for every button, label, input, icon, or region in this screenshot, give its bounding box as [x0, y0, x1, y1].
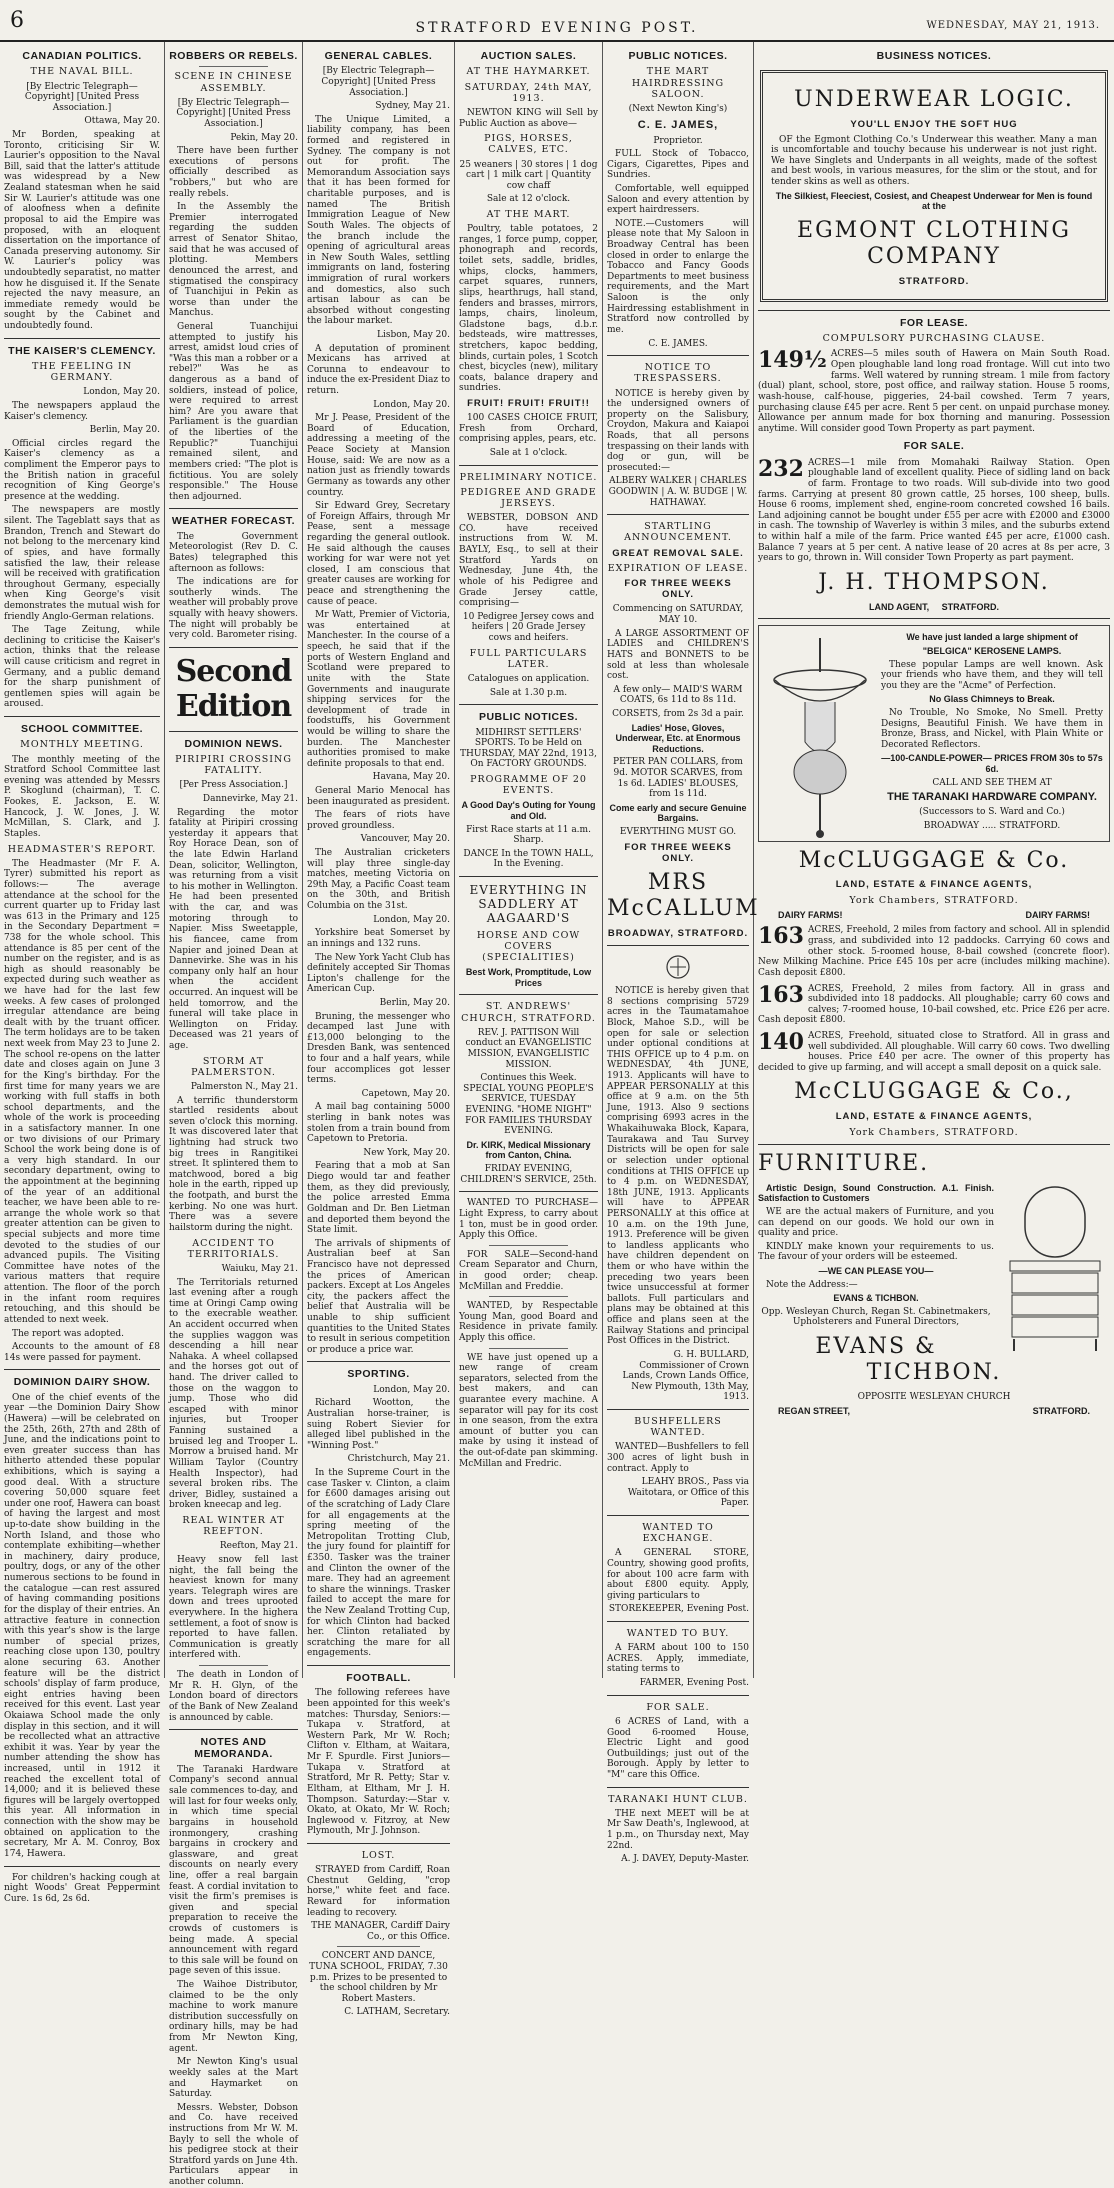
- advert-text: FRIDAY EVENING, CHILDREN'S SERVICE, 25th.: [460, 1164, 597, 1185]
- advert-text: FULL Stock of Tobacco, Cigars, Cigarettes, Pipes and Sundries.: [607, 149, 749, 181]
- subheadline: HEADMASTER'S REPORT.: [7, 843, 157, 855]
- advert-text: —WE CAN PLEASE YOU—: [818, 1265, 934, 1276]
- advert-signature: STOREKEEPER, Evening Post.: [608, 1604, 749, 1615]
- divider: [199, 66, 268, 67]
- advert-text: (Next Newton King's): [628, 103, 728, 114]
- page-number: 6: [10, 8, 24, 33]
- subheadline: PIGS, HORSES, CALVES, ETC.: [484, 133, 573, 156]
- mccallum-name: MRS McCALLUM: [607, 870, 760, 922]
- advert-text: MIDHIRST SETTLERS' SPORTS. To be Held on THURSDAY, MAY 22nd, 1913, On FACTORY GROUNDS.: [460, 727, 597, 770]
- advert-signature: G. H. BULLARD, Commissioner of Crown Lands, Crown Lands Office, New Plymouth, 13th May, 1913.: [622, 1349, 749, 1403]
- column-3: [303, 42, 455, 2018]
- subheadline: STRATFORD.: [898, 275, 970, 287]
- subheadline: LAND, ESTATE & FINANCE AGENTS,: [835, 1111, 1033, 1123]
- subheadline: YOU'LL ENJOY THE SOFT HUG: [850, 119, 1018, 131]
- lost-heading: LOST.: [361, 1849, 396, 1861]
- advert-text: REV. J. PATTISON Will conduct an EVANGELISTIC MISSION, EVANGELISTIC MISSION.: [465, 1027, 592, 1070]
- article-text: There have been further executions of persons officially described as "robbers," but who are really rebels.: [169, 146, 298, 199]
- listing-text: ACRES—1 mile from Momahaki Railway Station. Open ploughable land of excellent quality. Piece of sidling land on back of farm. Frontage to two roads. Will sub-divide into two good farms. Carrying at present 80 grown cattle, 25 horses, 100 sheep, bulls. House 6 rooms, implement shed, engine-room concreted cowshed 16 bails. Land adjoining cannot be bought under £55 per acre with £2000 and £3000 in cash. The township of Waverley is within 3 miles, and the suburbs extend to within half a mile of the farm. Price wanted £45 per acre, £1000 cash. Balance 7 years at 5 per cent. A native lease of 20 acres at 8s per acre, 3 years to go, thrown in. Will consider Town Property as part payment.: [758, 457, 1110, 564]
- divider: [758, 618, 1110, 619]
- divider: [459, 465, 598, 466]
- credit: [Per Press Association.]: [179, 780, 288, 791]
- headline: AUCTION SALES.: [480, 50, 577, 62]
- article-text: The newspapers applaud the Kaiser's clemency.: [4, 400, 160, 422]
- advert-text: A Good Day's Outing for Young and Old.: [461, 800, 596, 822]
- classified-ad: WANTED TO PURCHASE—Light Express, to carry about 1 ton, must be in good order. Apply this Office.: [459, 1198, 598, 1241]
- furniture-advert: [758, 1183, 1110, 1328]
- subheadline: York Chambers, STRATFORD.: [849, 894, 1019, 906]
- article-text: Mr Watt, Premier of Victoria, was entertained at Manchester. In the course of a speech, he said that if the ports of Western England and Scotland were prepared to unite with the State Governments and inaugurate shipping services for the development of trade in foodstuffs, his Government would be willing to share the burden. The Manchester authorities promised to make definite proposals to that end.: [307, 610, 450, 769]
- divider: [169, 731, 298, 732]
- divider: [459, 994, 598, 995]
- headline: CANADIAN POLITICS.: [22, 50, 142, 62]
- credit: [By Electric Telegraph—Copyright] [United Press Association.]: [176, 97, 291, 129]
- divider: [4, 716, 160, 717]
- advert-text: Best Work, Promptitude, Low Prices: [465, 967, 592, 988]
- divider: [489, 1245, 568, 1246]
- headline: WEATHER FORECAST.: [171, 515, 296, 528]
- advert-text: (Successors to S. Ward and Co.): [919, 807, 1065, 818]
- subheadline: LAND, ESTATE & FINANCE AGENTS,: [835, 879, 1033, 891]
- credit: [By Electric Telegraph—Copyright] [United Press Association.]: [321, 66, 436, 98]
- dateline: London, May 20.: [373, 1384, 450, 1395]
- thompson-name: J. H. THOMPSON.: [818, 569, 1050, 595]
- advert-title: UNDERWEAR LOGIC.: [794, 87, 1074, 113]
- divider: [489, 1348, 568, 1349]
- subheadline: ACCIDENT TO TERRITORIALS.: [187, 1237, 280, 1260]
- headline: NOTES AND MEMORANDA.: [194, 1736, 273, 1761]
- classified-ad: FOR SALE—Second-hand Cream Separator and Churn, in good order; cheap. McMillan and Freddie.: [459, 1249, 598, 1292]
- advert-text: DANCE In the TOWN HALL, In the Evening.: [463, 848, 594, 870]
- dateline: Pekin, May 20.: [230, 132, 298, 143]
- mccluggage-name: McCLUGGAGE & Co.,: [794, 1079, 1074, 1105]
- article-text: Bruning, the messenger who decamped last June with £13,000 belonging to the Dresden Bank, was sentenced to four and a half years, while four accomplices got lesser terms.: [307, 1011, 450, 1086]
- proprietor-name: C. E. JAMES,: [637, 118, 719, 131]
- sale-time: Sale at 12 o'clock.: [486, 194, 571, 205]
- article-text: The report was adopted.: [12, 1328, 124, 1339]
- divider: [307, 1361, 450, 1362]
- masthead: [0, 0, 1114, 42]
- lamp-advert: [758, 625, 1110, 841]
- subheadline: STORM AT PALMERSTON.: [191, 1055, 276, 1078]
- divider: [607, 1695, 749, 1696]
- subheadline: REAL WINTER AT REEFTON.: [182, 1514, 285, 1538]
- divider: [4, 1866, 160, 1867]
- advert-text: CORSETS, from 2s 3d a pair.: [612, 708, 744, 719]
- divider: [607, 355, 749, 356]
- article-text: Mr J. Pease, President of the Board of Education, addressing a meeting of the Peace Society at Mansion House, said: We are now as a nation just as friendly towards Germany as towards any other country.: [307, 413, 450, 498]
- advert-text: NOTICE is hereby given by the undersigned owners of property on the Salisbury, Croydon, Makura and Kaiapoi Roads, that all persons trespassing on their lands with dog or gun, will be prosecuted:—: [607, 388, 749, 473]
- article-text: Mr Borden, speaking at Toronto, criticising Sir W. Laurier's opposition to the Naval Bill, said that the latter's attitude was widespread by a New Zealand statesman when he said Sir W. Laurier's attitude was one of aloofness when a definite proposal to aid the Empire was proposed, with an eloquent dissertation on the importance of Canada preserving autonomy. Sir W. Laurier's policy was undoubtedly separatist, no matter how he disguised it. If the Senate rejected the navy measure, an immediate remedy would be sought by the Cabinet and undoubtedly found.: [4, 130, 160, 331]
- sale-time: Sale at 1 o'clock.: [489, 448, 568, 459]
- divider: [4, 1369, 160, 1370]
- dairy-farms-label: DAIRY FARMS!: [778, 909, 843, 920]
- column-6: [754, 42, 1114, 1678]
- dateline: Capetown, May 20.: [361, 1088, 450, 1099]
- subheadline: EXPIRATION OF LEASE.: [607, 562, 749, 574]
- advert-text: A LARGE ASSORTMENT OF LADIES and CHILDREN'S HATS and BONNETS to be sold at less than wholesale cost.: [607, 628, 749, 682]
- classified-ad: WE have just opened up a new range of cream separators, selected from the best makers, and can guarantee every machine. A separator will pay for its cost in one season, from the extra amount of butter you can make by using it instead of the out-of-date pan skimming. McMillan and Fredric.: [459, 1352, 598, 1469]
- advert-text: WE are the actual makers of Furniture, and you can depend on our goods. We hold our own in quality and price.: [758, 1206, 994, 1239]
- divider: [307, 1843, 450, 1844]
- dateline: London, May 20.: [373, 914, 450, 925]
- article-text: The indications are for southerly winds. The weather will probably prove squally with heavy showers. The night will probably be very cold. Barometer rising.: [169, 577, 298, 641]
- evans-tichbon-name: EVANS & TICHBON.: [815, 1334, 1002, 1385]
- subheadline: STARTLING ANNOUNCEMENT.: [624, 521, 732, 544]
- sale-date: SATURDAY, 24th MAY, 1913.: [464, 81, 593, 104]
- subheadline: MONTHLY MEETING.: [20, 739, 144, 751]
- advert-text: EVERYTHING MUST GO.: [619, 827, 737, 838]
- advert-text: CONCERT AND DANCE, TUNA SCHOOL, FRIDAY, 7.30 p.m. Prizes to be presented to the school children by Mr Robert Masters.: [309, 1951, 448, 2004]
- advert-text: CALL AND SEE THEM AT: [932, 777, 1052, 788]
- land-listing: [758, 981, 1110, 1026]
- egmont-name: EGMONT CLOTHING COMPANY: [797, 217, 1071, 269]
- town-label: STRATFORD.: [1032, 1405, 1090, 1416]
- advert-text: A GENERAL STORE, Country, showing good profits, for about 100 acre farm with about £800 equity. Apply, giving particulars to: [607, 1548, 749, 1601]
- advert-signature: C. LATHAM, Secretary.: [344, 2007, 450, 2018]
- advert-text: THE TARANAKI HARDWARE COMPANY.: [887, 791, 1097, 804]
- dateline: London, May 20.: [83, 387, 160, 398]
- advert-list: 25 weaners | 30 stores | 1 dog cart | 1 milk cart | Quantity cow chaff: [459, 159, 598, 191]
- divider: [758, 310, 1110, 311]
- advert-text: NEWTON KING will Sell by Public Auction as above—: [459, 107, 598, 129]
- dateline: London, May 20.: [373, 399, 450, 410]
- column-5: [603, 42, 760, 1865]
- advert-text: THE next MEET will be at Mr Saw Death's, Inglewood, at 1 p.m., on Thursday next, May 22nd.: [607, 1808, 749, 1851]
- article-text: Heavy snow fell last night, the fall being the heaviest known for many years. Telegraph wires are down and trees uprooted everywhere. In the highera settlement, a foot of snow is reported to have fallen. Communication is greatly interfered with.: [169, 1554, 298, 1661]
- advert-list: ALBERY WALKER | CHARLES GOODWIN | A. W. BUDGE | W. HATHAWAY.: [608, 476, 748, 508]
- article-text: The Australian cricketers will play three single-day matches, meeting Victoria on 29th May, a Pacific Coast team on the 30th, and British Columbia on the 31st.: [307, 848, 450, 912]
- headline: BUSINESS NOTICES.: [876, 50, 992, 62]
- headline: GENERAL CABLES.: [324, 50, 433, 62]
- subheadline: AT THE MART.: [486, 209, 571, 221]
- dateline: Christchurch, May 21.: [347, 1454, 450, 1465]
- dateline: Vancouver, May 20.: [360, 834, 450, 845]
- advert-text: No Glass Chimneys to Break.: [929, 694, 1055, 705]
- article-text: Messrs. Webster, Dobson and Co. have received instructions from Mr W. M. Bayly to sell the whole of his pedigree stock at their Stratford yards on June 4th. Particulars appear in another column.: [169, 2102, 298, 2188]
- divider: [607, 945, 749, 946]
- subheadline: PROGRAMME OF 20 EVENTS.: [470, 774, 587, 797]
- advert-text: EVANS & TICHBON.: [833, 1293, 919, 1304]
- article-text: A terrific thunderstorm startled residents about seven o'clock this morning. It was discovered later that lightning had struck two big trees in Rangitikei street. It splintered them to matchwood, bored a big hole in the earth, ripped up the footpath, and burst the kerbing. No one was hurt. There was a severe hailstorm during the night.: [169, 1095, 298, 1233]
- newspaper-title: STRATFORD EVENING POST.: [415, 20, 699, 36]
- divider: [169, 1729, 298, 1730]
- headline: FOR SALE.: [903, 440, 965, 453]
- agent-title: LAND AGENT,: [868, 601, 930, 612]
- advert-text: NOTICE is hereby given that 8 sections comprising 5729 acres in the Taumatamahoe Block, Mahoe S.D., will be open for sale or selection under optional conditions at THIS OFFICE up to 4 p.m. on WEDNESDAY, 4th JUNE, 1913. Applicants will have to APPEAR PERSONALLY at this office at 9 a.m. on the 5th June, 1913. Also 9 sections comprising 6993 acres in the Whakaihuwaka Block, Kapara, Taurakawa and Tau Survey Districts will be open for sale or selection under optional conditions at THIS OFFICE up to 4 p.m. on WEDNESDAY, 18th JUNE, 1913. Applicants will have to APPEAR PERSONALLY at this office at 10 a.m. on the 19th June, 1913. Preference will be given to landless applicants who have children dependent on them or who have within the preceding two years been twice unsuccessful at former ballots. Full particulars and plans may be obtained at this office and plans seen at the Railway Stations and principal Post Offices in the District.: [607, 986, 749, 1347]
- headline: PUBLIC NOTICES.: [628, 50, 728, 62]
- subheadline: THE FEELING IN GERMANY.: [31, 360, 133, 384]
- divider: [758, 1144, 1110, 1145]
- divider: [607, 1787, 749, 1788]
- advert-signature: A. J. DAVEY, Deputy-Master.: [621, 1854, 749, 1865]
- subheadline: COMPULSORY PURCHASING CLAUSE.: [822, 333, 1046, 345]
- advert-text: Catalogues on application.: [467, 673, 590, 684]
- subheadline: WANTED TO BUY.: [626, 1628, 730, 1640]
- headline: FOOTBALL.: [346, 1672, 411, 1685]
- headline: FOR LEASE.: [899, 316, 968, 329]
- article-text: Mr Newton King's usual weekly sales at the Mart and Haymarket on Saturday.: [169, 2057, 298, 2100]
- dateline: Sydney, May 21.: [375, 101, 450, 112]
- article-text: Accounts to the amount of £8 14s were passed for payment.: [4, 1342, 160, 1363]
- headline: SPORTING.: [347, 1368, 410, 1381]
- advert-list: 10 Pedigree Jersey cows and heifers | 20 Grade Jersey cows and heifers.: [462, 611, 595, 643]
- article-text: The Taranaki Hardware Company's second annual sale commences to-day, and will last for four weeks only, in which time special bargains in household ironmongery, crashing bargains in crockery and glassware, and great discounts on nearly every line, offer a real bargain feast. A cordial invitation to visit the firm's premises is given and special preparation to receive the crowds of customers is being made. A special announcement with regard to this sale will be found on page seven of this issue.: [169, 1764, 298, 1977]
- subheadline: PEDIGREE AND GRADE JERSEYS.: [460, 486, 597, 510]
- dateline: New York, May 20.: [363, 1147, 450, 1158]
- listing-text: ACRES—5 miles south of Hawera on Main South Road. Open ploughable land long road frontage. Will cut into two farms. Well watered by running stream. 1 mile from factory (dual) plant, school, store, post office, and railway station. House 5 rooms, wash-house, calf-house, piggeries, 24-bail cowshed. Term 7 years, purchasing clause £45 per acre. Rent 5 per cent. on unpaid purchase money. Allowance per annum made for box thorning and manuring. Possession anytime. Will consider good Town Property as part payment.: [758, 349, 1110, 434]
- subheadline: HORSE AND COW COVERS (SPECIALITIES): [476, 929, 581, 963]
- subheadline: THE MART HAIRDRESSING SALOON.: [631, 66, 725, 100]
- article-text: The Unique Limited, a liability company, has been formed and registered in Sydney. The company is not out for profit. The Memorandum Association says that it has been formed for charitable purposes, and is named The British Immigration League of New South Wales. The objects of the branch include the opening of agricultural areas in New South Wales, settling immigrants on land, fostering immigration of rural workers and domestics, also such artisan labour as can be absorbed without congesting the labour market.: [307, 114, 450, 327]
- subheadline: WANTED TO EXCHANGE.: [642, 1522, 714, 1545]
- land-listing: [758, 349, 1110, 434]
- dairy-farms-row: [758, 910, 1110, 921]
- divider: [337, 1946, 420, 1947]
- headline: DOMINION DAIRY SHOW.: [13, 1376, 151, 1389]
- advert-signature: THE MANAGER, Cardiff Dairy Co., or this Office.: [311, 1921, 450, 1942]
- article-text: The monthly meeting of the Stratford School Committee last evening was attended by Messrs P. Skoglund (chairman), T. C. Fookes, E. Jackson, E. W. Hancock, J. W. Jones, J. W. McMillan, S. Clark, and J. Staples.: [4, 754, 160, 839]
- subheadline: BROADWAY, STRATFORD.: [607, 927, 749, 939]
- issue-date: WEDNESDAY, MAY 21, 1913.: [926, 20, 1100, 31]
- subheadline: BUSHFELLERS WANTED.: [634, 1415, 722, 1439]
- advert-text: 100 CASES CHOICE FRUIT, Fresh from Orchard, comprising apples, pears, etc.: [459, 413, 598, 445]
- advert-text: 6 ACRES of Land, with a Good 6-roomed House, Electric Light and good Outbuildings; just out of the Borough. Apply by letter to "M" care this Office.: [607, 1716, 749, 1780]
- subheadline: FOR THREE WEEKS ONLY.: [624, 578, 732, 601]
- dateline: Palmerston N., May 21.: [190, 1082, 298, 1092]
- advert-text: KINDLY make known your requirements to us. The favour of your orders will be esteemed.: [758, 1241, 994, 1263]
- agent-town: STRATFORD.: [941, 601, 999, 612]
- divider: [607, 514, 749, 515]
- divider: [607, 1515, 749, 1516]
- article-text: Sir Edward Grey, Secretary of Foreign Affairs, through Mr Pease, sent a message regarding the general outlook. He said although the causes working for war were not yet closed, I am conscious that greater causes are working for peace and strengthening the cause of peace.: [307, 501, 450, 607]
- advert-text: NOTE.—Customers will please note that My Saloon in Broadway Central has been closed in order to enlarge the Tobacco and Fancy Goods Departments to meet business requirements, and the Mart Saloon is the only Hairdressing establishment in Stratford now controlled by me.: [607, 218, 749, 335]
- article-text: One of the chief events of the year —the Dominion Dairy Show (Hawera) —will be celebrated on the 25th, 26th, 27th and 28th of June, and the indications point to even greater success than has hitherto attended these popular exhibitions, which is saying a good deal. With a structure covering 50,000 square feet under one roof, Hawera can boast of having the largest and most up-to-date show building in the North Island, and those who contemplate exhibiting—whether in machinery, dairy produce, poultry, dogs, or any of the other numerous sections to be found in the catalogue —can rest assured of having commanding positions for the display of their entries. An attractive feature in connection with this year's show is the large number of special prizes, reaching close upon 130, poultry alone securing 63. Another feature will be the district schools' display of farm produce, eight entries having been received for this event. Last year Okaiawa School made the only display in this section, and it will be recollected what an attractive exhibit it was. Year by year the number attending the show has increased, until in 1912 it reached the excellent total of 14,000; and it is believed these figures will be largely overtopped this year. All information in connection with the show may be obtained on application to the secretary, Mr A. M. Conroy, Box 174, Hawera.: [4, 1392, 160, 1859]
- land-listing: [758, 455, 1110, 564]
- advert-text: We have just landed a large shipment of: [906, 632, 1078, 643]
- advert-signature: C. E. JAMES.: [648, 338, 708, 349]
- advert-signature: LEAHY BROS., Pass via Waitotara, or Office of this Paper.: [627, 1477, 749, 1509]
- article-text: Yorkshire beat Somerset by an innings and 132 runs.: [307, 928, 450, 949]
- divider: [489, 1296, 568, 1297]
- article-text: The death in London of Mr R. H. Glyn, of the London board of directors of the Bank of New Zealand is announced by cable.: [169, 1670, 298, 1723]
- article-text: General Tuanchijui attempted to justify his arrest, amidst loud cries of "Was this man a robber or a rebel?" Was he as dangerous as a band of soldiers, instead of police, were required to arrest him? Are you aware that Parliament is the guardian of the liberties of the Republic?" Tuanchijui remained silent, and members cried: "The plot is fictitious. You are solely responsible." The House then adjourned.: [169, 321, 298, 502]
- advert-text: WANTED—Bushfellers to fell 300 acres of light bush in contract. Apply to: [607, 1442, 749, 1474]
- divider: [307, 1665, 450, 1666]
- mccluggage-name: McCLUGGAGE & Co.: [798, 847, 1070, 873]
- advert-text: Commencing on SATURDAY, MAY 10.: [612, 604, 744, 626]
- street-label: REGAN STREET,: [778, 1405, 851, 1416]
- advert-signature: FARMER, Evening Post.: [639, 1678, 749, 1689]
- crest-icon: [658, 952, 698, 982]
- article-text: The Waihoe Distributor, claimed to be the only machine to work manure distribution successfully on ordinary hills, may be had from Mr Newton King, agent.: [169, 1980, 298, 2054]
- address-row: [758, 1406, 1110, 1417]
- advert-text: BROADWAY ..... STRATFORD.: [923, 820, 1061, 831]
- advert-text: For children's hacking cough at night Woods' Great Peppermint Cure. 1s 6d, 2s 6d.: [4, 1872, 160, 1904]
- advert-text: Proprietor.: [653, 135, 703, 146]
- advert-text: The Silkiest, Fleeciest, Cosiest, and Cheapest Underwear for Men is found at the: [775, 190, 1093, 212]
- acreage: 163: [758, 981, 804, 1008]
- dateline: Dannevirke, May 21.: [202, 793, 298, 804]
- article-text: Official circles regard the Kaiser's clemency as a compliment the Emperor pays to the British nation in graceful recognition of King George's presence at the wedding.: [4, 438, 160, 502]
- article-text: The Government Meteorologist (Rev D. C. Bates) telegraphed this afternoon as follows:: [169, 531, 298, 574]
- subheadline: FOR SALE.: [646, 1701, 710, 1713]
- classified-ad: WANTED, by Respectable Young Man, good Board and Residence in private family. Apply this office.: [459, 1301, 598, 1343]
- article-text: Regarding the motor fatality at Piripiri crossing yesterday it appears that Roy Horace Dean, son of the late Edwin Harland Dean, solicitor, Wellington, was returning from a visit to his mother in Wellington. He had been presented with the car, and was motoring through to Napier. Miss Sweetapple, his fiancee, came from Napier and joined Dean at Dannevirke. She was in his company only half an hour when the accident occurred. An inquest will be held tomorrow, and the funeral will take place in Wellington on Friday. Deceased was 21 years of age.: [169, 807, 298, 1051]
- subheadline: ST. ANDREWS' CHURCH, STRATFORD.: [461, 1001, 596, 1024]
- sale-time: Sale at 1.30 p.m.: [489, 687, 568, 698]
- subheadline: AT THE HAYMARKET.: [466, 66, 591, 78]
- headline: DOMINION NEWS.: [184, 737, 283, 750]
- article-text: The newspapers are mostly silent. The Tageblatt says that as Brandon, Trench and Stewart do not belong to the mercenary kind of spies, and have formally satisfied the law, their release will be received with gratification throughout Germany, especially when King George's visit demonstrates the mutual wish for friendly Anglo-German relations.: [4, 505, 160, 622]
- article-text: The fears of riots have proved groundless.: [307, 810, 450, 831]
- advert-text: Comfortable, well equipped Saloon and every attention by expert hairdressers.: [607, 184, 749, 216]
- land-listing: [758, 1028, 1110, 1073]
- kerosene-lamp-icon: [765, 632, 875, 842]
- column-4: [455, 42, 603, 1678]
- advert-text: Dr. KIRK, Medical Missionary from Canton, China.: [466, 1139, 591, 1161]
- article-text: The New York Yacht Club has definitely accepted Sir Thomas Lipton's challenge for the American Cup.: [307, 952, 450, 995]
- article-text: Richard Wootton, the Australian horse-trainer, is suing Robert Sievier for alleged libel published in the "Winning Post.": [307, 1398, 450, 1451]
- article-text: A deputation of prominent Mexicans has arrived at Corunna to endeavour to induce the ex-President Diaz to return.: [307, 343, 450, 397]
- advert-text: No Trouble, No Smoke, No Smell. Pretty Designs, Beautiful Finish. We have them in Bronze, Brass, and Nickel, with Plain White or Decorated Reflectors.: [881, 708, 1103, 750]
- divider: [169, 508, 298, 509]
- dairy-farms-label: DAIRY FARMS!: [1025, 909, 1090, 920]
- dressing-table-icon: [1000, 1183, 1110, 1353]
- article-text: General Mario Menocal has been inaugurated as president.: [307, 785, 450, 807]
- subheadline: York Chambers, STRATFORD.: [849, 1126, 1019, 1138]
- divider: [169, 647, 298, 648]
- headline: ROBBERS OR REBELS.: [169, 50, 298, 62]
- advert-text: [758, 602, 1110, 613]
- advert-text: WEBSTER, DOBSON AND CO. have received instructions from W. M. BAYLY, Esq., to sell at their Stratford Yards on Wednesday, June 4th, the whole of his Pedigree and Grade Jersey cattle, comprising—: [459, 513, 598, 609]
- subheadline: GREAT REMOVAL SALE.: [612, 547, 744, 559]
- saddlery-advert: EVERYTHING IN SADDLERY AT AAGAARD'S: [469, 883, 588, 926]
- acreage: 149½: [758, 347, 827, 374]
- advert-text: A few only— MAID'S WARM COATS, 6s 11d to 8s 11d.: [613, 684, 743, 706]
- listing-text: ACRES, Freehold, 2 miles from factory and school. All in splendid grass, and subdivided into 12 paddocks. Carrying 60 cows and other stock. 5-roomed house, 8-bail cowshed (concrete floor). New Milking Machine. Price £45 10s per acre (includes milking machine). Cash deposit £800.: [758, 925, 1110, 978]
- divider: [459, 876, 598, 877]
- headline: SCHOOL COMMITTEE.: [20, 723, 144, 736]
- second-edition-banner: Second Edition: [175, 653, 292, 725]
- listing-text: ACRES, Freehold, situated close to Stratford. All in grass and well subdivided. All ploughable. Will carry 60 cows. Two dwelling houses. Price £40 per acre. The owner of this property has decided to give up farming, and will accept a small deposit on a quick sale.: [758, 1030, 1110, 1073]
- listing-text: ACRES, Freehold, 2 miles from factory. All in grass and subdivided into 18 paddocks. All ploughable; carry 60 cows and calves; 7-roomed house, 10-bail cowshed, etc. Price £26 per acre. Cash deposit £800.: [758, 983, 1110, 1026]
- subheadline: FULL PARTICULARS LATER.: [469, 647, 588, 670]
- column-2: [165, 42, 303, 2188]
- advert-text: PETER PAN COLLARS, from 9d. MOTOR SCARVES, from 1s 6d. LADIES' BLOUSES, from 1s 11d.: [613, 757, 743, 800]
- headline: THE KAISER'S CLEMENCY.: [8, 344, 156, 357]
- article-text: The Tage Zeitung, while declining to criticise the Kaiser's action, thinks that the release will cause criticism and regret in Germany, and a public demand for the sharp punishment of gentlemen spies will again be aroused.: [4, 625, 160, 710]
- divider: [607, 1621, 749, 1622]
- credit: [By Electric Telegraph—Copyright] [United Press Association.]: [24, 81, 140, 113]
- article-text: A mail bag containing 5000 sterling in bank notes was stolen from a train bound from Capetown to Pretoria.: [307, 1102, 450, 1145]
- dateline: Reefton, May 21.: [219, 1541, 298, 1552]
- article-text: In the Assembly the Premier interrogated regarding the sudden arrest of Senator Shitao, said that he was accused of plotting. Members denounced the arrest, and stigmatised the conspiracy of Tuanchijui in Pekin as worse than under the Manchus.: [169, 202, 298, 319]
- subheadline: PRELIMINARY NOTICE.: [459, 471, 598, 483]
- subheadline: NOTICE TO TRESPASSERS.: [634, 362, 722, 385]
- dateline: Havana, May 20.: [372, 772, 450, 783]
- advert-text: Ladies' Hose, Gloves, Underwear, Etc. at Enormous Reductions.: [615, 722, 741, 754]
- acreage: 163: [758, 923, 804, 950]
- headline: PUBLIC NOTICES.: [478, 711, 579, 724]
- furniture-title: FURNITURE.: [758, 1150, 930, 1176]
- advert-text: These popular Lamps are well known. Ask your friends who have them, and they will tell you they are the "Acme" of Perfection.: [881, 659, 1103, 691]
- subheadline: FRUIT! FRUIT! FRUIT!!: [467, 398, 590, 409]
- land-listing: [758, 925, 1110, 978]
- divider: [459, 704, 598, 705]
- egmont-advert: [760, 70, 1108, 302]
- advert-text: First Race starts at 11 a.m. Sharp.: [466, 824, 591, 846]
- subheadline: THE NAVAL BILL.: [30, 66, 134, 78]
- article-text: The Territorials returned last evening after a rough time at Oringi Camp owing to the execrable weather. An accident occurred when the supplies waggon was descending a hill near Nahaka. A wheel collapsed and the horses got out of hand. The driver called to those on the waggon to jump. Those who did escaped with minor injuries, but Trooper Fanning sustained a bruised leg and Trooper L. Morrow a bruised hand. Mr William Taylor (Country Health Inspector), had several broken ribs. The driver, Bidley, sustained a broken kneecap and leg.: [169, 1277, 298, 1511]
- subheadline: TARANAKI HUNT CLUB.: [608, 1793, 748, 1805]
- advert-text: Poultry, table potatoes, 2 ranges, 1 force pump, copper, phonograph and records, toilet sets, saddle, bridles, whips, clocks, hammers, carpet squares, runners, slips, hearthrugs, hall stand, fenders and brasses, mirrors, lamps, chairs, linoleum, Gladstone bags, d.b.r. bedsteads, wire mattresses, stretchers, kapoc bedding, blinds, curtain poles, 1 Scotch chest, bicycles (new), military coats, balance drapery and sundries.: [459, 224, 598, 394]
- divider: [607, 1409, 749, 1410]
- divider: [459, 1191, 598, 1192]
- advert-text: STRAYED from Cardiff, Roan Chestnut Gelding, "crop horse," white feet and face. Reward for information leading to recovery.: [307, 1865, 450, 1918]
- acreage: 232: [758, 455, 804, 482]
- dateline: Ottawa, May 20.: [84, 116, 160, 127]
- article-text: The Headmaster (Mr F. A. Tyrer) submitted his report as follows:— The average attendance at the school for the current quarter up to Friday last was 613 in the Primary and 125 in the Secondary Department = 738 for the whole school. This attendance is 85 per cent of the number on the register, and is as high as should reasonably be expected during such weather as we have had for the last few weeks. A few cases of prolonged irregular attendance are being dealt with by the truant officer. The term holidays are to be taken next week from May 23 to June 2. The school re-opens on the latter date and closes again on June 3 for the King's birthday. For the first time for many years we are working with full staffs in both school departments, and the whole of the work is proceeding in a satisfactory manner. In one or two divisions of our Primary School the work being done is of a very high standard. In our secondary department, owing to the appointment at the beginning of the year of an additional teacher, we have been able to re-arrange the whole work so that greater attention can be given to special subjects and more time devoted to the studies of our advanced pupils. The Visiting Committee have notes of the various matters that require attention. The floor of the porch in the infant room requires retouching, and this should be attended to next week.: [4, 858, 160, 1325]
- dateline: Berlin, May 20.: [379, 997, 450, 1008]
- advert-text: —100-CANDLE-POWER— PRICES FROM 30s to 57s 6d.: [881, 753, 1103, 775]
- advert-text: "BELGICA" KEROSENE LAMPS.: [922, 646, 1062, 656]
- article-text: The arrivals of shipments of Australian beef at San Francisco have not depressed the prices of American packers. Except at Los Angeles city, the packers affect the belief that Australia will be unable to ship sufficient quantities to the United States to result in serious competition or produce a price war.: [307, 1238, 450, 1355]
- subheadline: PIRIPIRI CROSSING FATALITY.: [175, 753, 292, 777]
- acreage: 140: [758, 1028, 804, 1055]
- advert-text: Come early and secure Genuine Bargains.: [609, 802, 747, 824]
- column-1: [0, 42, 165, 1904]
- article-text: In the Supreme Court in the case Tasker v. Clinton, a claim for £600 damages arising out of the scratching of Lady Clare for all engagements at the spring meeting of the Metropolitan Trotting Club, the jury found for plaintiff for £350. Tasker was the trainer and Clinton the owner of the mare. They had an agreement to share the winnings. Trasker failed to accept the mare for the New Zealand Trotting Cup, for which Clinton had backed her. Clinton retaliated by scratching the mare for all engagements.: [307, 1468, 450, 1659]
- article-text: Fearing that a mob at San Diego would tar and feather them, as they did previously, the police arrested Emma Goldman and Dr. Ben Lietman and deported them beyond the State limit.: [307, 1161, 450, 1236]
- divider: [199, 1665, 268, 1666]
- advert-text: Continues this Week. SPECIAL YOUNG PEOPLE'S SERVICE, TUESDAY EVENING. "HOME NIGHT" FOR FAMILIES THURSDAY EVENING.: [463, 1073, 594, 1137]
- advert-text: OPPOSITE WESLEYAN CHURCH: [857, 1391, 1011, 1402]
- advert-text: OF the Egmont Clothing Co.'s Underwear this weather. Many a man is uncomfortable and touchy because his underwear is not just right. We have Singlets and Underpants in all weights, made of the softest and best wools, in various measures, for the slim or the stout, and for tender skins as well as others.: [771, 134, 1097, 187]
- divider: [4, 338, 160, 339]
- advert-text: Note the Address:—: [766, 1279, 858, 1290]
- advert-text: Opp. Wesleyan Church, Regan St. Cabinetmakers, Upholsterers and Funeral Directors,: [761, 1306, 991, 1328]
- dateline: Waiuku, May 21.: [221, 1263, 298, 1274]
- subheadline: SCENE IN CHINESE ASSEMBLY.: [174, 71, 293, 94]
- subheadline: FOR THREE WEEKS ONLY.: [624, 841, 732, 864]
- article-text: The following referees have been appointed for this week's matches: Thursday, Seniors:—Tukapa v. Stratford, at Western Park, Mr W. Roch; Clifton v. Eltham, at Waitara, Mr F. Spurdle. First Juniors—Tukapa v. Stratford at Stratford, Mr R. Petty; Star v. Eltham, at Eltham, Mr J. H. Thompson. Saturday:—Star v. Okato, at Okato, Mr W. Roch; Inglewood v. Fitzroy, at New Plymouth, Mr J. Johnson.: [307, 1688, 450, 1837]
- dateline: Berlin, May 20.: [89, 425, 160, 436]
- dateline: Lisbon, May 20.: [376, 330, 450, 340]
- advert-text: Artistic Design, Sound Construction. A.1. Finish. Satisfaction to Customers: [758, 1182, 994, 1204]
- advert-text: A FARM about 100 to 150 ACRES. Apply, immediate, stating terms to: [607, 1643, 749, 1675]
